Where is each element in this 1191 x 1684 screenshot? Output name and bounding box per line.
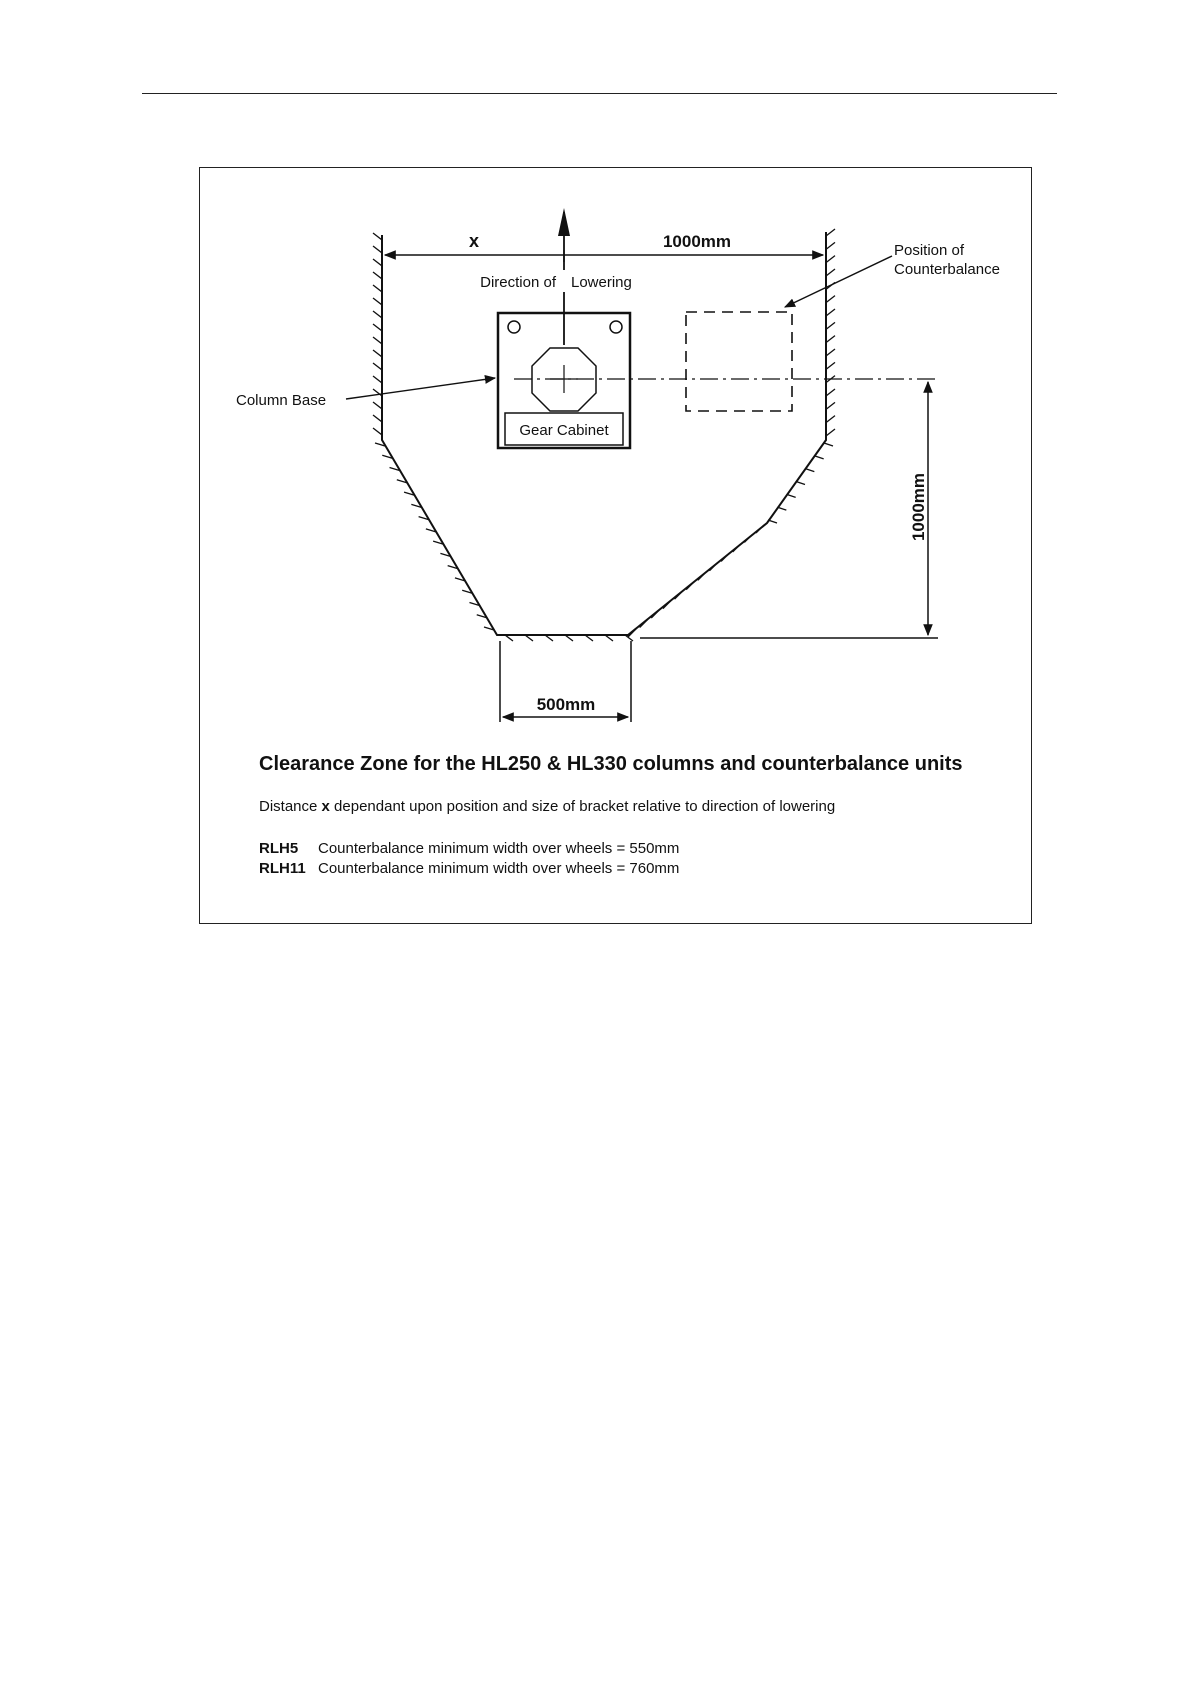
hatch-mark (698, 572, 706, 580)
hatch-mark (756, 525, 764, 533)
hatch-mark (373, 272, 382, 279)
hatch-mark (826, 269, 835, 276)
hatch-mark (777, 507, 786, 510)
hatch-mark (373, 259, 382, 266)
hatch-mark (826, 349, 835, 356)
spec-text: Counterbalance minimum width over wheels = 550mm (318, 840, 680, 857)
direction-label-left: Direction of (480, 274, 556, 291)
note-prefix: Distance (259, 798, 318, 815)
spec-text: Counterbalance minimum width over wheels = 760mm (318, 860, 680, 877)
hatch-mark (796, 482, 805, 485)
hatch-mark (373, 246, 382, 253)
hatch-mark (826, 402, 835, 409)
x-dimension-label: x (468, 231, 480, 251)
hatch-mark (373, 415, 382, 422)
bottom-dimension-label: 500mm (536, 695, 596, 714)
column-base-label: Column Base (236, 392, 327, 409)
hatch-mark (675, 591, 683, 599)
spec-model: RLH5 (259, 840, 299, 857)
counterbalance-position-box (686, 312, 792, 411)
spec-row-rlh5 (259, 840, 679, 857)
note-text: dependant upon position and size of bracket relative to direction of lowering (334, 798, 836, 815)
hatch-mark (805, 469, 814, 472)
hatch-mark (826, 336, 835, 343)
hatch-mark (373, 311, 382, 318)
hatch-mark (373, 376, 382, 383)
figure-caption-note (259, 798, 835, 815)
hatch-mark (373, 350, 382, 357)
hatch-mark (824, 443, 833, 446)
side-dimension (640, 382, 938, 638)
hatch-mark (826, 256, 835, 263)
top-dimension (385, 250, 823, 262)
hatch-mark (826, 389, 835, 396)
hatch-mark (826, 322, 835, 329)
top-dimension-label: 1000mm (662, 232, 732, 251)
column-base-leader (346, 378, 495, 399)
hatch-mark (373, 402, 382, 409)
hatch-mark (709, 563, 717, 571)
spec-row-rlh11 (259, 860, 679, 877)
counterbalance-leader (785, 256, 892, 307)
hatch-mark (826, 416, 835, 423)
hatch-mark (373, 337, 382, 344)
hatch-mark (373, 233, 382, 240)
hatch-mark (826, 309, 835, 316)
hatch-mark (721, 553, 729, 561)
side-dimension-label: 1000mm (909, 472, 928, 542)
hatch-mark (373, 298, 382, 305)
spec-model: RLH11 (259, 860, 306, 877)
hatch-mark (768, 520, 777, 523)
figure-caption-title: Clearance Zone for the HL250 & HL330 columns and counterbalance units (259, 753, 963, 775)
hatch-mark (733, 544, 741, 552)
direction-label-right: Lowering (571, 274, 632, 291)
hatch-mark (826, 296, 835, 303)
hatch-mark (826, 229, 835, 236)
hatch-mark (373, 363, 382, 370)
hatch-mark (815, 456, 824, 459)
hatch-mark (826, 429, 835, 436)
hatch-mark (373, 428, 382, 435)
hatch-mark (787, 494, 796, 497)
counterbalance-label-line-1: Position of (894, 242, 965, 259)
note-variable: x (321, 798, 330, 815)
gear-cabinet-label: Gear Cabinet (519, 422, 609, 439)
hatch-mark (373, 324, 382, 331)
hatch-mark (826, 362, 835, 369)
hatch-mark (373, 285, 382, 292)
hatch-mark (744, 534, 752, 542)
counterbalance-label-line-2: Counterbalance (894, 261, 1000, 278)
hatch-mark (686, 582, 694, 590)
hatch-mark (826, 242, 835, 249)
